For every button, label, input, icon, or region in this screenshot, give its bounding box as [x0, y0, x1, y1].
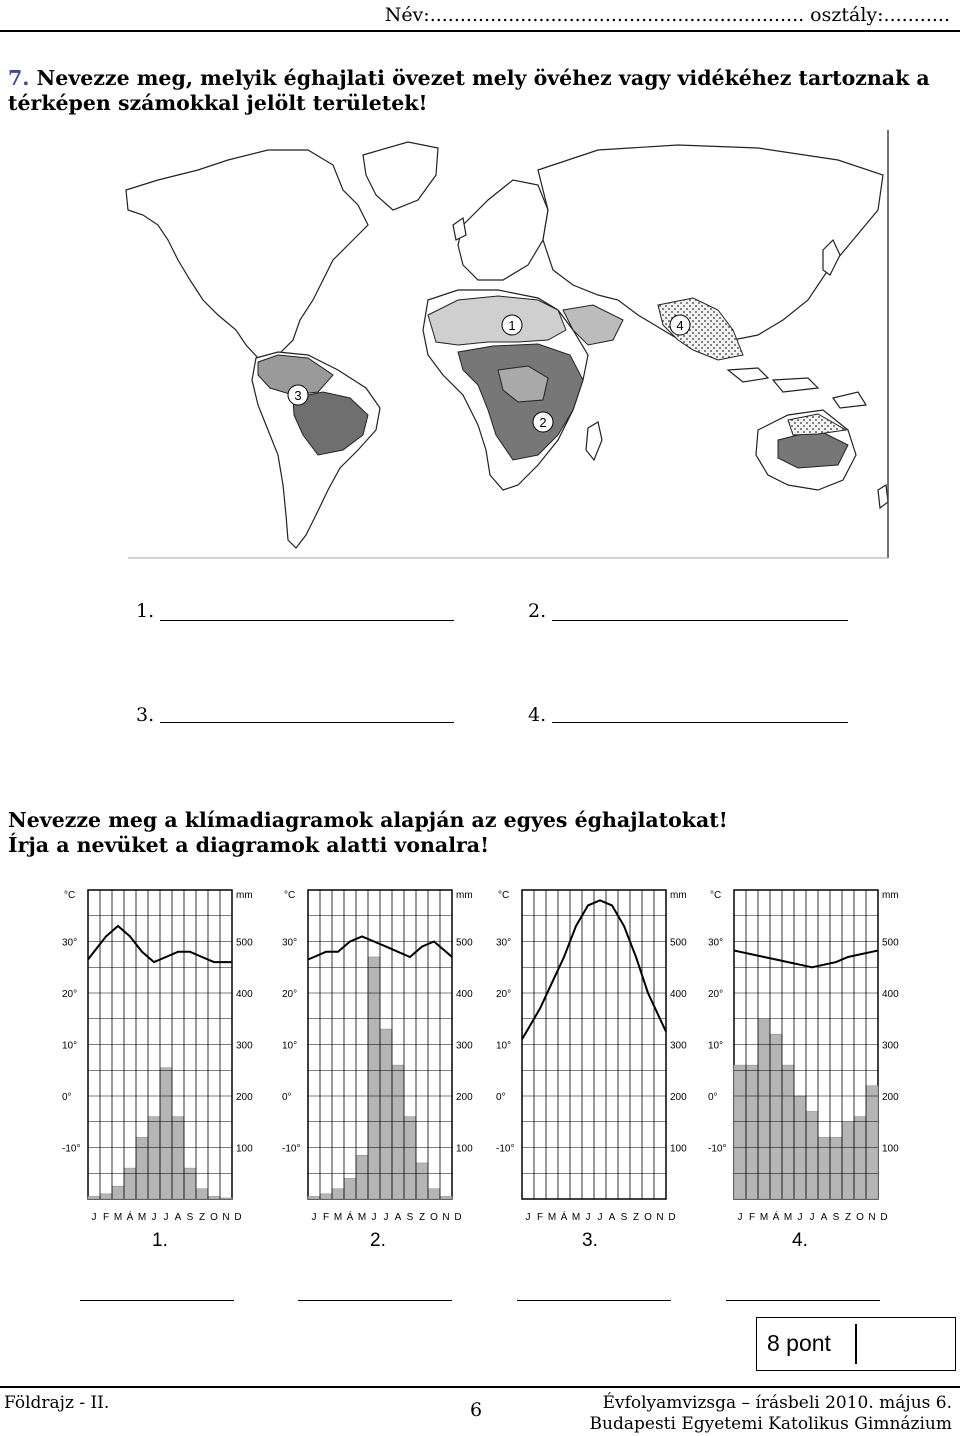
temp-tick: 0°: [496, 1092, 506, 1103]
temp-tick: 0°: [708, 1092, 718, 1103]
precip-tick: 200: [456, 1092, 473, 1103]
month-label: D: [234, 1212, 242, 1223]
temp-tick: 30°: [708, 937, 724, 949]
precip-tick: 500: [670, 937, 687, 949]
score-label: 8 pont: [767, 1330, 831, 1356]
month-label: J: [91, 1212, 97, 1223]
month-label: J: [597, 1212, 603, 1223]
answer-line-3[interactable]: [160, 722, 454, 723]
marker-4: 4: [676, 318, 684, 333]
temp-tick: 20°: [708, 989, 724, 1000]
month-label: S: [406, 1212, 414, 1223]
footer-subject: Földrajz - II.: [4, 1393, 110, 1413]
month-label: J: [585, 1212, 591, 1223]
month-label: N: [222, 1212, 230, 1223]
month-label: A: [820, 1212, 828, 1223]
temp-tick: -10°: [62, 1143, 81, 1155]
temp-unit: °C: [284, 890, 296, 901]
page-number: 6: [470, 1399, 483, 1421]
question-number: 7.: [8, 66, 30, 90]
temp-tick: 30°: [62, 937, 78, 949]
climate-diagram-3: [494, 884, 702, 1229]
temp-tick: 20°: [62, 989, 78, 1000]
temp-tick: -10°: [708, 1143, 727, 1155]
month-label: Z: [632, 1212, 640, 1223]
precip-bar: [320, 1194, 332, 1199]
precip-tick: 300: [670, 1040, 687, 1052]
temp-unit: °C: [64, 890, 76, 901]
precip-bar: [112, 1186, 124, 1199]
answer-line-2[interactable]: [552, 620, 848, 621]
precip-unit: mm: [670, 890, 687, 901]
temp-tick: 20°: [282, 989, 298, 1000]
precip-bar: [734, 1065, 746, 1199]
temp-unit: °C: [498, 890, 510, 901]
precip-bar: [344, 1178, 356, 1199]
month-label: J: [809, 1212, 815, 1223]
precip-bar: [866, 1086, 878, 1199]
precip-tick: 400: [882, 989, 899, 1000]
precip-bar: [332, 1189, 344, 1199]
footer-divider: [0, 1386, 960, 1388]
month-label: O: [856, 1212, 864, 1223]
marker-1: 1: [508, 318, 516, 333]
precip-bar: [758, 1019, 770, 1199]
precip-bar: [356, 1155, 368, 1199]
precip-bar: [440, 1196, 452, 1199]
month-label: D: [454, 1212, 462, 1223]
month-label: S: [186, 1212, 194, 1223]
precip-bar: [160, 1068, 172, 1199]
month-label: M: [333, 1212, 343, 1223]
month-label: D: [668, 1212, 676, 1223]
precip-tick: 200: [882, 1092, 899, 1103]
precip-bar: [196, 1189, 208, 1199]
precip-bar: [392, 1065, 404, 1199]
precip-unit: mm: [882, 890, 899, 901]
month-label: N: [868, 1212, 876, 1223]
precip-bar: [220, 1198, 232, 1199]
month-label: N: [656, 1212, 664, 1223]
temp-tick: -10°: [282, 1143, 301, 1155]
temp-tick: 20°: [496, 989, 512, 1000]
greenland: [363, 142, 438, 210]
precip-tick: 100: [670, 1143, 687, 1155]
answer-label-2: 2.: [528, 600, 547, 622]
precip-bar: [208, 1196, 220, 1199]
month-label: M: [137, 1212, 147, 1223]
world-map: [118, 130, 890, 560]
month-label: J: [371, 1212, 377, 1223]
precip-tick: 400: [456, 989, 473, 1000]
score-divider: [855, 1324, 857, 1364]
diagram-answer-line-1[interactable]: [80, 1300, 234, 1301]
temp-tick: 0°: [282, 1092, 292, 1103]
precip-tick: 500: [456, 937, 473, 949]
temp-tick: 10°: [62, 1040, 78, 1052]
month-label: A: [394, 1212, 402, 1223]
precip-tick: 500: [882, 937, 899, 949]
climate-diagram-4: [706, 884, 914, 1229]
month-label: A: [174, 1212, 182, 1223]
header-divider: [0, 30, 960, 32]
month-label: M: [759, 1212, 769, 1223]
precip-bar: [770, 1034, 782, 1199]
precip-bar: [148, 1117, 160, 1199]
precip-bar: [842, 1122, 854, 1199]
temp-tick: 0°: [62, 1092, 72, 1103]
precip-tick: 200: [670, 1092, 687, 1103]
precip-bar: [136, 1137, 148, 1199]
madagascar: [586, 422, 602, 460]
month-label: F: [102, 1212, 110, 1223]
month-label: Á: [560, 1212, 568, 1223]
precip-bar: [746, 1065, 758, 1199]
month-label: Z: [844, 1212, 852, 1223]
diagram-number-4: 4.: [792, 1230, 808, 1251]
footer-school: Budapesti Egyetemi Katolikus Gimnázium: [589, 1414, 952, 1434]
climate-diagram-1: [60, 884, 268, 1229]
score-box: [756, 1317, 956, 1371]
precip-bar: [806, 1111, 818, 1199]
month-label: M: [113, 1212, 123, 1223]
precip-bar: [184, 1168, 196, 1199]
month-label: J: [163, 1212, 169, 1223]
precip-tick: 400: [670, 989, 687, 1000]
precip-tick: 100: [882, 1143, 899, 1155]
temp-tick: 10°: [496, 1040, 512, 1052]
diagram-number-2: 2.: [370, 1230, 386, 1251]
marker-3: 3: [294, 388, 302, 403]
precip-bar: [88, 1196, 100, 1199]
precip-tick: 200: [236, 1092, 253, 1103]
answer-label-3: 3.: [136, 704, 155, 726]
precip-bar: [416, 1163, 428, 1199]
europe: [458, 180, 548, 280]
precip-bar: [854, 1117, 866, 1199]
month-label: M: [571, 1212, 581, 1223]
answer-label-1: 1.: [136, 600, 155, 622]
precip-bar: [404, 1117, 416, 1199]
subtask-line-1: Nevezze meg a klímadiagramok alapján az egyes éghajlatokat!: [8, 808, 728, 832]
precip-bar: [782, 1065, 794, 1199]
month-label: J: [311, 1212, 317, 1223]
month-label: Á: [346, 1212, 354, 1223]
temp-tick: 10°: [708, 1040, 724, 1052]
precip-bar: [308, 1196, 320, 1199]
precip-bar: [428, 1189, 440, 1199]
month-label: Z: [418, 1212, 426, 1223]
subtask-instructions: [8, 808, 728, 858]
month-label: S: [620, 1212, 628, 1223]
month-label: J: [737, 1212, 743, 1223]
temp-tick: -10°: [496, 1143, 515, 1155]
temp-tick: 30°: [496, 937, 512, 949]
diagram-number-1: 1.: [152, 1230, 168, 1251]
month-label: O: [430, 1212, 438, 1223]
month-label: Á: [772, 1212, 780, 1223]
diagram-answer-line-3[interactable]: [517, 1300, 671, 1301]
month-label: F: [536, 1212, 544, 1223]
north-america: [126, 150, 368, 362]
month-label: D: [880, 1212, 888, 1223]
month-label: A: [608, 1212, 616, 1223]
precip-tick: 100: [456, 1143, 473, 1155]
name-class-field: Név:.............................................................. osztály:...........: [384, 4, 950, 26]
month-label: M: [547, 1212, 557, 1223]
question-7: [8, 66, 948, 116]
temp-tick: 10°: [282, 1040, 298, 1052]
precip-bar: [830, 1137, 842, 1199]
month-label: O: [644, 1212, 652, 1223]
precip-tick: 100: [236, 1143, 253, 1155]
temp-unit: °C: [710, 890, 722, 901]
marker-2: 2: [539, 415, 547, 430]
precip-bar: [100, 1194, 112, 1199]
diagram-answer-line-2[interactable]: [298, 1300, 452, 1301]
month-label: J: [151, 1212, 157, 1223]
diagram-answer-line-4[interactable]: [726, 1300, 880, 1301]
answer-label-4: 4.: [528, 704, 547, 726]
question-text: Nevezze meg, melyik éghajlati övezet mely övéhez vagy vidékéhez tartoznak a térképen számokkal jelölt területek!: [8, 66, 930, 115]
month-label: M: [783, 1212, 793, 1223]
month-label: O: [210, 1212, 218, 1223]
month-label: F: [322, 1212, 330, 1223]
month-label: Á: [126, 1212, 134, 1223]
month-label: N: [442, 1212, 450, 1223]
precip-tick: 400: [236, 989, 253, 1000]
answer-line-4[interactable]: [552, 722, 848, 723]
precip-bar: [818, 1137, 830, 1199]
precip-tick: 300: [456, 1040, 473, 1052]
precip-unit: mm: [456, 890, 473, 901]
month-label: Z: [198, 1212, 206, 1223]
month-label: S: [832, 1212, 840, 1223]
footer-exam: Évfolyamvizsga – írásbeli 2010. május 6.: [602, 1393, 952, 1413]
temp-tick: 30°: [282, 937, 298, 949]
subtask-line-2: Írja a nevüket a diagramok alatti vonalra!: [8, 833, 490, 857]
precip-unit: mm: [236, 890, 253, 901]
month-label: J: [525, 1212, 531, 1223]
month-label: M: [357, 1212, 367, 1223]
precip-tick: 300: [236, 1040, 253, 1052]
month-label: F: [748, 1212, 756, 1223]
precip-bar: [124, 1168, 136, 1199]
precip-bar: [172, 1117, 184, 1199]
climate-diagram-2: [280, 884, 488, 1229]
answer-line-1[interactable]: [160, 620, 454, 621]
diagram-number-3: 3.: [582, 1230, 598, 1251]
month-label: J: [383, 1212, 389, 1223]
month-label: J: [797, 1212, 803, 1223]
precip-tick: 300: [882, 1040, 899, 1052]
precip-tick: 500: [236, 937, 253, 949]
